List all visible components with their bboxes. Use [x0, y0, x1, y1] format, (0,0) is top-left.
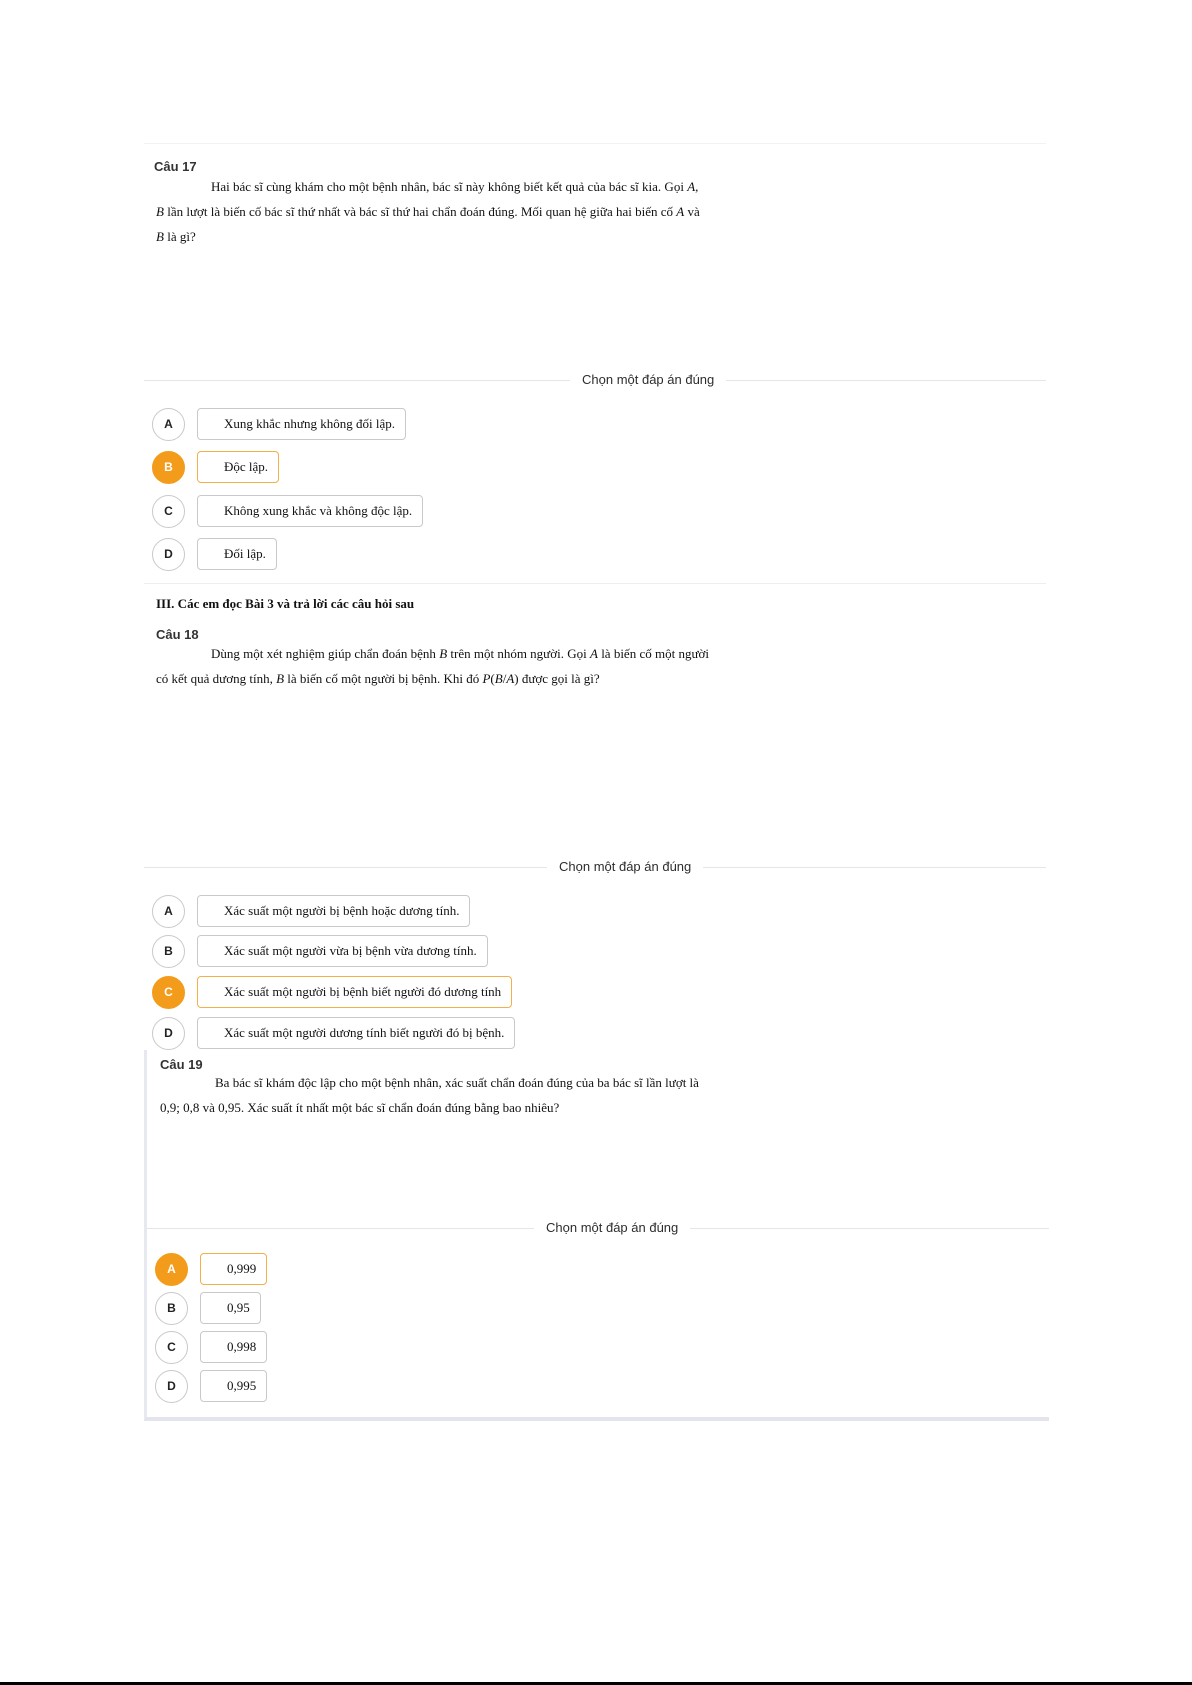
option-letter[interactable]: C	[155, 1331, 188, 1364]
option-letter[interactable]: C	[152, 976, 185, 1009]
question-text-line: Dùng một xét nghiệm giúp chẩn đoán bệnh B trên một nhóm người. Gọi A là biến cố một người	[211, 646, 709, 661]
answer-prompt: Chọn một đáp án đúng	[570, 371, 726, 389]
option-letter[interactable]: B	[155, 1292, 188, 1325]
answer-divider	[144, 373, 1046, 387]
option-text[interactable]: Xác suất một người dương tính biết người đó bị bệnh.	[197, 1017, 515, 1049]
option-text[interactable]: Xác suất một người bị bệnh hoặc dương tính.	[197, 895, 470, 927]
option-text[interactable]: Xác suất một người bị bệnh biết người đó dương tính	[197, 976, 512, 1008]
option-letter[interactable]: B	[152, 935, 185, 968]
option-text[interactable]: 0,999	[200, 1253, 267, 1285]
question-19-card	[144, 1050, 1049, 1421]
question-text	[160, 1070, 699, 1120]
option-text[interactable]: Đối lập.	[197, 538, 277, 570]
option-a[interactable]	[152, 406, 406, 442]
option-letter[interactable]: A	[152, 895, 185, 928]
option-text[interactable]: Độc lập.	[197, 451, 279, 483]
option-b[interactable]	[152, 449, 279, 485]
question-text-line: có kết quả dương tính, B là biến cố một người bị bệnh. Khi đó P(B/A) được gọi là gì?	[156, 671, 600, 686]
option-b[interactable]	[152, 933, 488, 969]
option-b[interactable]	[155, 1290, 261, 1326]
option-letter[interactable]: D	[155, 1370, 188, 1403]
option-letter[interactable]: D	[152, 1017, 185, 1050]
question-18-card	[144, 583, 1046, 1049]
option-d[interactable]	[152, 1015, 515, 1051]
option-c[interactable]	[152, 974, 512, 1010]
question-text-line: Ba bác sĩ khám độc lập cho một bệnh nhân, xác suất chẩn đoán đúng của ba bác sĩ lần lượt là	[215, 1075, 699, 1090]
answer-divider	[144, 860, 1046, 874]
answer-prompt: Chọn một đáp án đúng	[534, 1219, 690, 1237]
question-number: Câu 17	[154, 159, 197, 174]
option-text[interactable]: Xác suất một người vừa bị bệnh vừa dương tính.	[197, 935, 488, 967]
question-text-line: 0,9; 0,8 và 0,95. Xác suất ít nhất một bác sĩ chẩn đoán đúng bằng bao nhiêu?	[160, 1100, 560, 1115]
question-text	[156, 641, 709, 691]
answer-prompt: Chọn một đáp án đúng	[547, 858, 703, 876]
option-text[interactable]: Không xung khắc và không độc lập.	[197, 495, 423, 527]
option-text[interactable]: 0,998	[200, 1331, 267, 1363]
question-number: Câu 18	[156, 627, 199, 642]
option-letter[interactable]: A	[152, 408, 185, 441]
answer-divider	[147, 1221, 1049, 1235]
option-text[interactable]: 0,95	[200, 1292, 261, 1324]
option-letter[interactable]: D	[152, 538, 185, 571]
option-letter[interactable]: B	[152, 451, 185, 484]
question-text-line: B lần lượt là biến cố bác sĩ thứ nhất và bác sĩ thứ hai chẩn đoán đúng. Mối quan hệ giữa hai biến cố A và	[156, 204, 700, 219]
option-d[interactable]	[152, 536, 277, 572]
option-a[interactable]	[152, 893, 470, 929]
option-text[interactable]: 0,995	[200, 1370, 267, 1402]
question-17-card	[144, 143, 1046, 584]
question-number: Câu 19	[160, 1057, 203, 1072]
question-text-line: B là gì?	[156, 229, 196, 244]
option-d[interactable]	[155, 1368, 267, 1404]
section-heading: III. Các em đọc Bài 3 và trả lời các câu hỏi sau	[156, 596, 415, 611]
question-text	[156, 174, 700, 249]
option-c[interactable]	[155, 1329, 267, 1365]
option-letter[interactable]: A	[155, 1253, 188, 1286]
option-a[interactable]	[155, 1251, 267, 1287]
option-c[interactable]	[152, 493, 423, 529]
option-letter[interactable]: C	[152, 495, 185, 528]
option-text[interactable]: Xung khắc nhưng không đối lập.	[197, 408, 406, 440]
question-text-line: Hai bác sĩ cùng khám cho một bệnh nhân, bác sĩ này không biết kết quả của bác sĩ kia. Gọi A,	[211, 179, 699, 194]
